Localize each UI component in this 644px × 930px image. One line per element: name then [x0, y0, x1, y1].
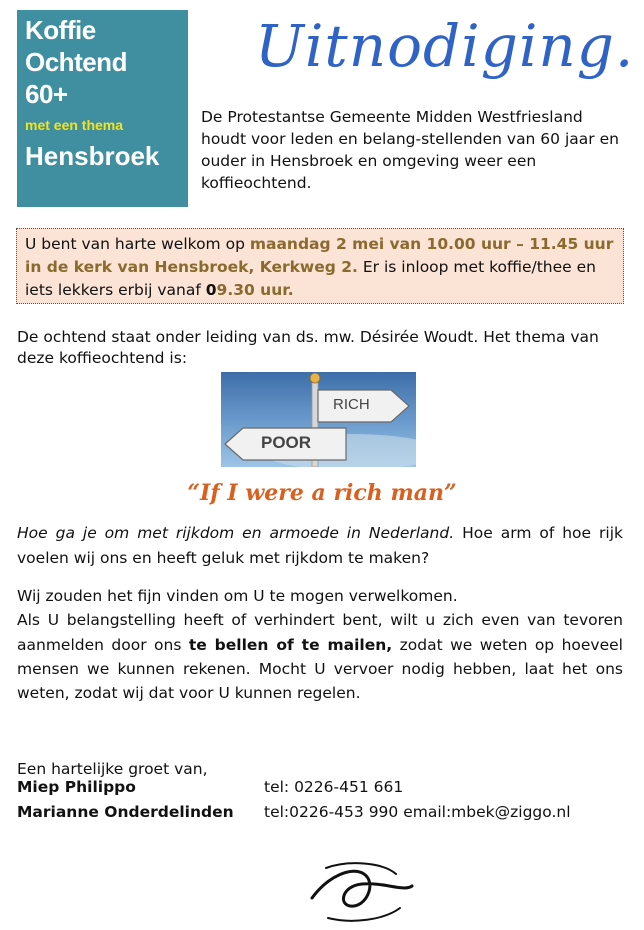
theme-question-rest: Hoe arm of hoe rijk voelen wij ons en heeft geluk met rijkdom te maken? — [17, 524, 623, 567]
leader-paragraph: De ochtend staat onder leiding van ds. mw. Désirée Woudt. Het thema van deze koffieochtend is: — [17, 328, 599, 367]
contact-row — [17, 803, 571, 821]
logo-subtitle: met een thema — [25, 117, 124, 133]
welcome-contact-emphasis: te bellen of te mailen, — [188, 635, 393, 654]
event-details-box — [16, 228, 624, 304]
logo-place: Hensbroek — [25, 141, 160, 171]
intro-paragraph: De Protestantse Gemeente Midden Westfriesland houdt voor leden en belang-stellenden van 60 jaar en ouder in Hensbroek en omgeving weer een koffieochtend. — [201, 108, 619, 192]
theme-question-italic: Hoe ga je om met rijkdom en armoede in Nederland. — [17, 524, 455, 542]
contact-info: tel: 0226-451 661 — [264, 778, 404, 796]
contact-row — [17, 778, 403, 796]
theme-question — [17, 521, 623, 571]
welcome-text-1: Als U belangstelling heeft of verhindert bent, wilt u zich even van tevoren aanmelden door ons — [17, 611, 623, 654]
contact-name: Miep Philippo — [17, 778, 136, 796]
event-date-location: maandag 2 mei van 10.00 uur – 11.45 uur in de kerk van Hensbroek, Kerkweg 2. — [25, 235, 614, 276]
logo-line-3: 60+ — [25, 79, 68, 109]
sign-rich-label: RICH — [333, 396, 370, 413]
welcome-line-1: Wij zouden het fijn vinden om U te mogen verwelkomen. — [17, 587, 458, 605]
welcome-paragraph — [17, 584, 623, 705]
contact-info: tel:0226-453 990 email:mbek@ziggo.nl — [264, 803, 571, 821]
event-text-1: U bent van harte welkom op — [25, 235, 250, 253]
rich-poor-signpost-image — [221, 372, 416, 467]
koffie-ochtend-logo — [17, 10, 188, 207]
event-text-2: Er is inloop met koffie/thee en iets lekkers erbij vanaf — [25, 258, 596, 299]
sign-poor-label: POOR — [261, 433, 312, 452]
contact-name: Marianne Onderdelinden — [17, 803, 234, 821]
page-title: Uitnodiging. — [255, 12, 635, 80]
welcome-text-2: zodat we weten op hoeveel mensen we kunnen rekenen. Mocht U vervoer nodig hebben, laat het ons weten, zodat wij dat voor U kunnen regelen. — [17, 635, 623, 703]
logo-line-2: Ochtend — [25, 47, 127, 77]
greeting: Een hartelijke groet van, — [17, 760, 208, 778]
event-walkin-time-b: 9.30 uur. — [216, 281, 294, 299]
welcome-body — [17, 608, 623, 705]
event-walkin-time-a: 0 — [205, 281, 217, 299]
theme-heading: “If I were a rich man” — [187, 480, 457, 506]
decorative-flourish-icon — [308, 856, 416, 926]
logo-line-1: Koffie — [25, 15, 96, 45]
